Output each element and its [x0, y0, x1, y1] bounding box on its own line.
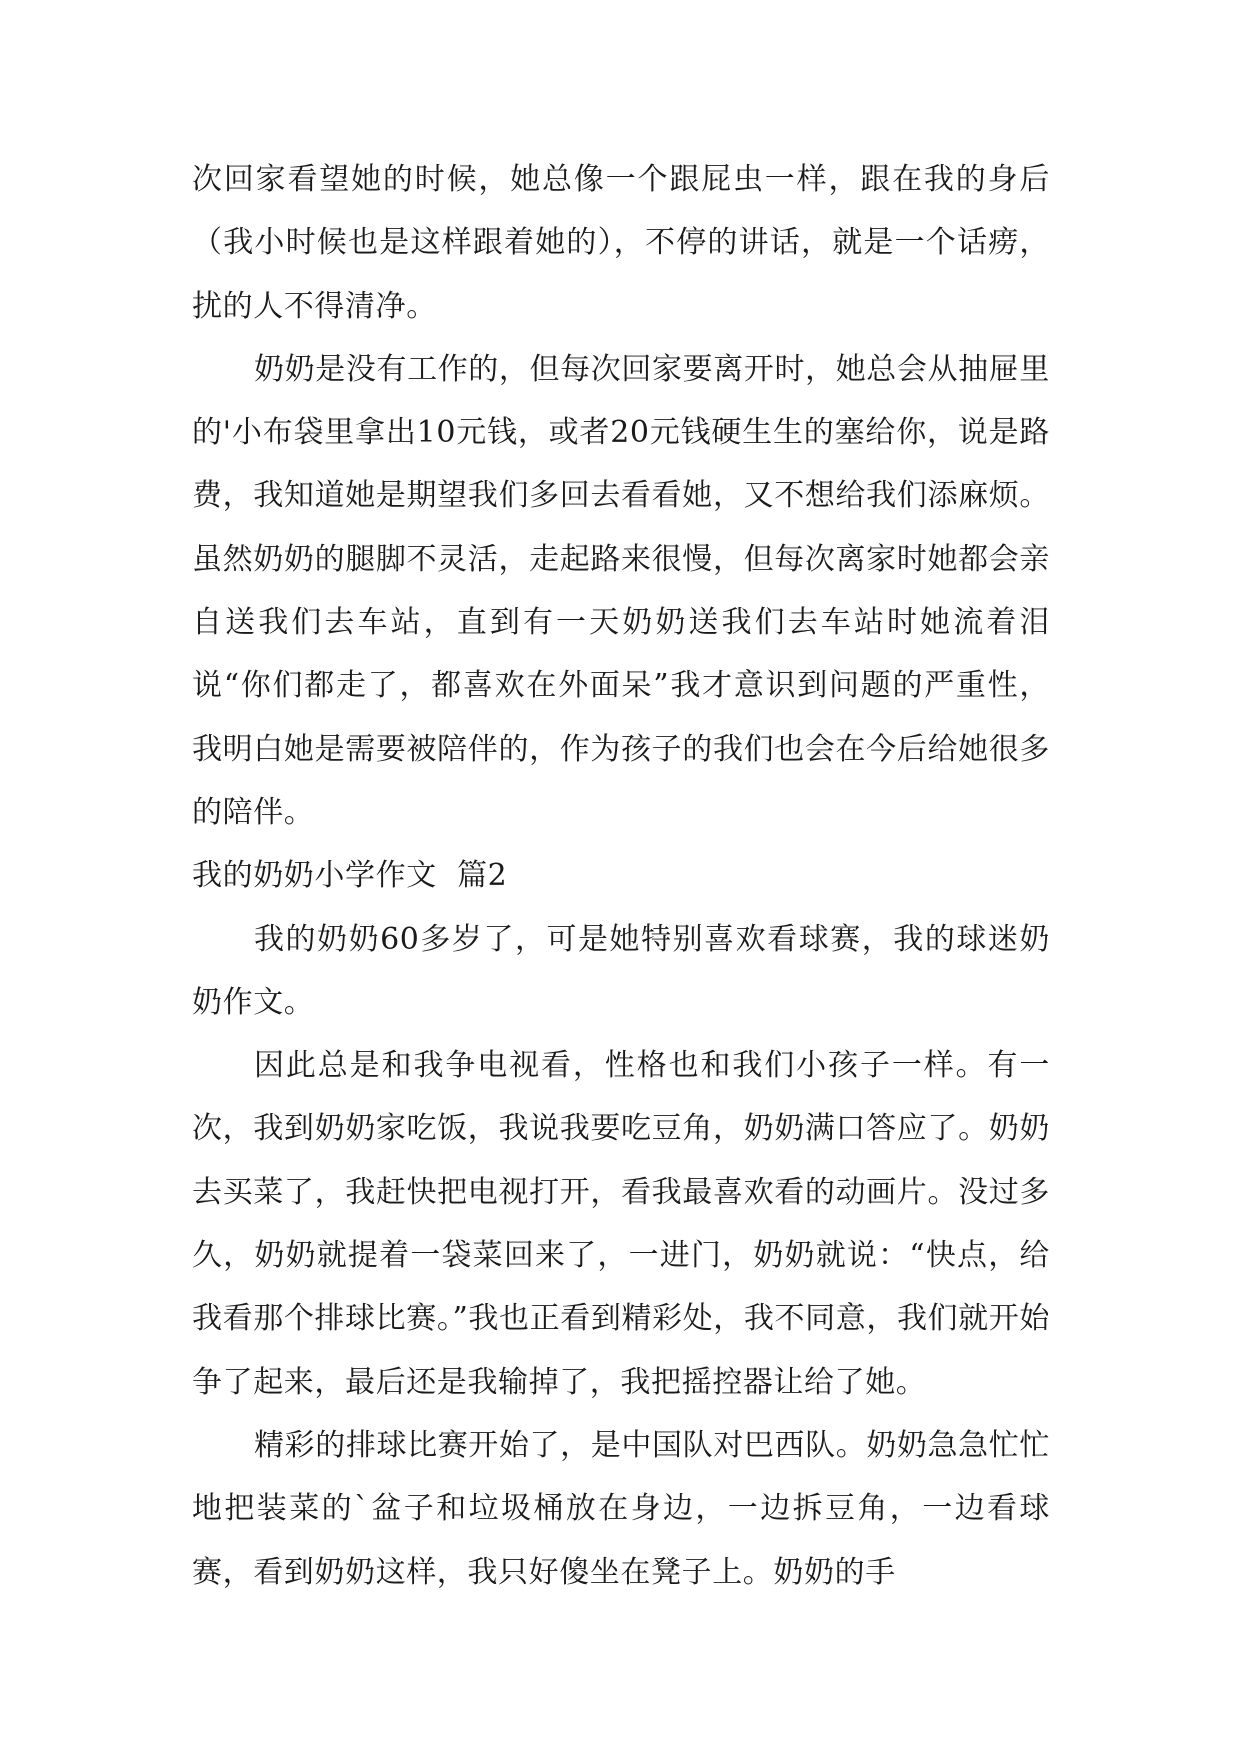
paragraph-continued: 次回家看望她的时候，她总像一个跟屁虫一样，跟在我的身后（我小时候也是这样跟着她的），不停的讲话，就是一个话痨，扰的人不得清净。 [192, 162, 1050, 324]
paragraph-intro: 我的奶奶60多岁了，可是她特别喜欢看球赛，我的球迷奶奶作文。 [192, 921, 1050, 1020]
paragraph-tv-fight: 因此总是和我争电视看，性格也和我们小孩子一样。有一次，我到奶奶家吃饭，我说我要吃豆角，奶奶满口答应了。奶奶去买菜了，我赶快把电视打开，看我最喜欢看的动画片。没过多久，奶奶就提着一袋菜回来了，一进门，奶奶就说：“快点，给我看那个排球比赛。”我也正看到精彩处，我不同意，我们就开始争了起来，最后还是我输掉了，我把摇控器让给了她。 [192, 1048, 1050, 1400]
paragraph-volleyball: 精彩的排球比赛开始了，是中国队对巴西队。奶奶急急忙忙地把装菜的`盆子和垃圾桶放在身边，一边拆豆角，一边看球赛，看到奶奶这样，我只好傻坐在凳子上。奶奶的手 [192, 1427, 1050, 1590]
paragraph-grandma-money: 奶奶是没有工作的，但每次回家要离开时，她总会从抽屉里的'小布袋里拿出10元钱，或者20元钱硬生生的塞给你，说是路费，我知道她是期望我们多回去看看她，又不想给我们添麻烦。虽然奶奶的腿脚不灵活，走起路来很慢，但每次离家时她都会亲自送我们去车站，直到有一天奶奶送我们去车站时她流着泪说“你们都走了，都喜欢在外面呆”我才意识到问题的严重性，我明白她是需要被陪伴的，作为孩子的我们也会在今后给她很多的陪伴。 [192, 351, 1050, 830]
document-page [192, 148, 1050, 1604]
section-heading: 我的奶奶小学作文 篇2 [192, 858, 508, 894]
